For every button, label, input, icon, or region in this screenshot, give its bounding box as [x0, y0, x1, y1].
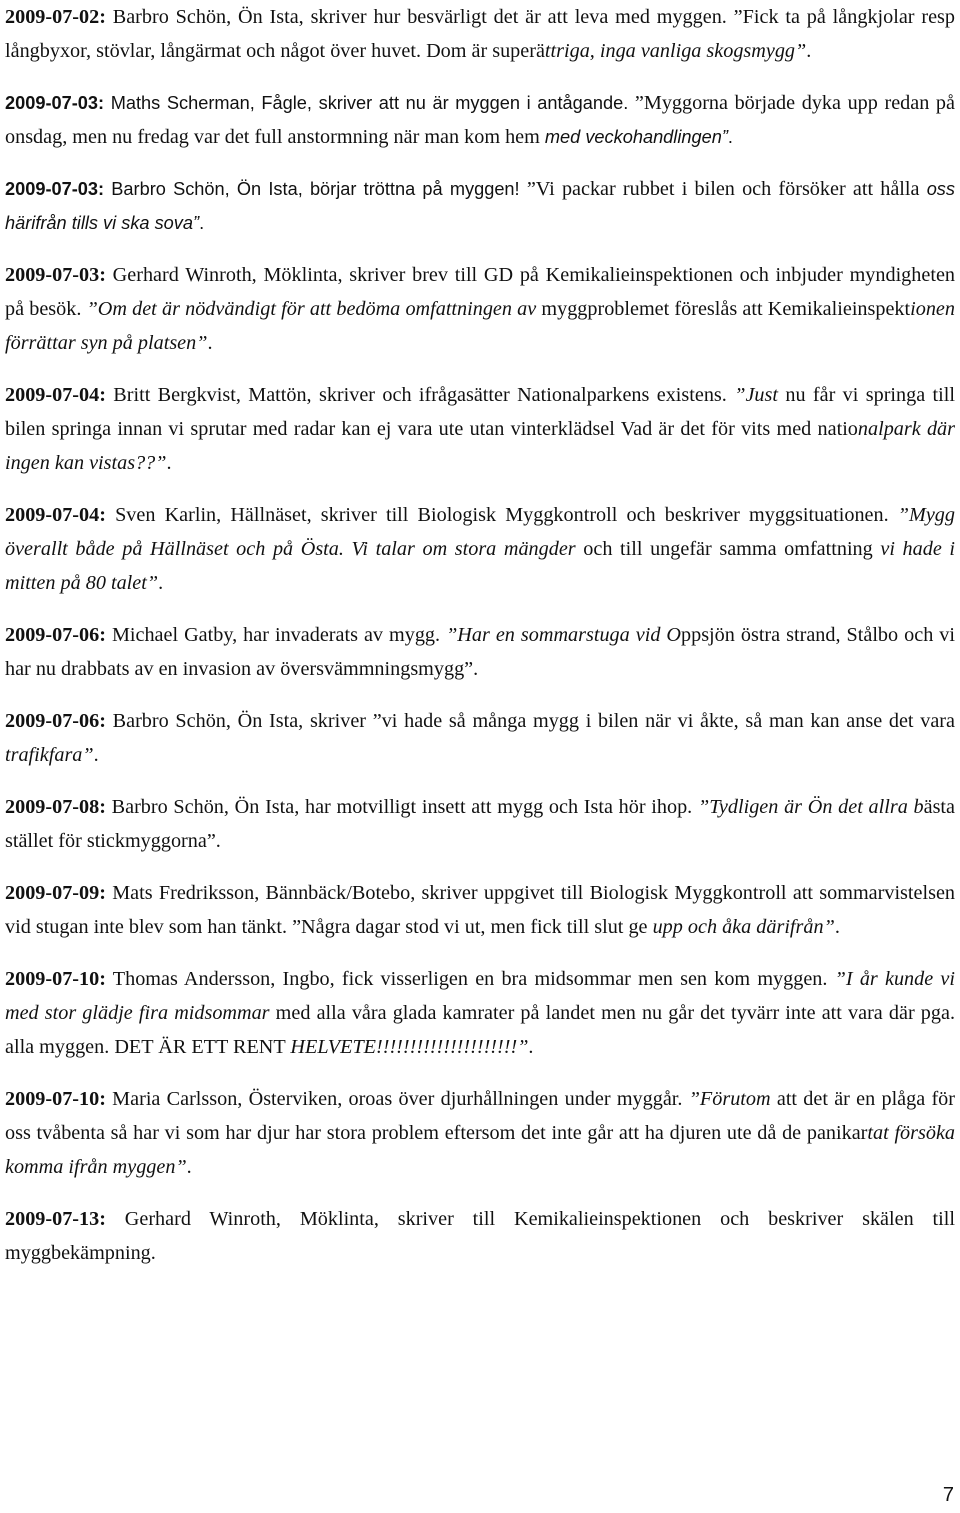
entry-date: 2009-07-13:: [5, 1208, 106, 1230]
entry-text: .: [93, 744, 99, 766]
entry-date: 2009-07-04:: [5, 504, 106, 526]
entry-quote: ”Förutom: [688, 1088, 777, 1110]
log-entry: [5, 962, 955, 1064]
entry-quote: HELVETE!!!!!!!!!!!!!!!!!!!!!”: [290, 1036, 529, 1058]
entry-text: med alla våra glada kamrater på landet men nu går det tyvärr inte att vara där pga. alla myggen. DET ÄR ETT RENT: [5, 1002, 955, 1058]
entry-quote: ”Har en sommarstuga vid O: [446, 624, 682, 646]
entry-date: 2009-07-03:: [5, 179, 105, 199]
entry-text: ”Myggorna började dyka upp redan på onsdag, men nu fredag var det full anstormning när man kom hem: [5, 92, 955, 148]
entry-date: 2009-07-08:: [5, 796, 106, 818]
entry-quote: ”Tydligen är Ön det allra b: [697, 796, 924, 818]
log-entry: [5, 1202, 955, 1270]
entry-quote: ”I år kunde vi med stor glädje fira midsommar: [5, 968, 955, 1024]
entry-text: Sven Karlin, Hällnäset, skriver till Biologisk Myggkontroll och beskriver myggsituationen.: [105, 504, 898, 526]
entry-date: 2009-07-02:: [5, 6, 106, 28]
entry-text: Barbro Schön, Ön Ista, har motvilligt insett att mygg och Ista hör ihop.: [105, 796, 698, 818]
entry-text: .: [727, 127, 733, 147]
entry-date: 2009-07-10:: [5, 1088, 106, 1110]
entry-quote: ”Mygg överallt både på Hällnäset och på Östa. Vi talar om stora mängder: [5, 504, 955, 560]
entry-quote: ttriga, inga vanliga skogsmygg”: [544, 40, 807, 62]
entry-text: Barbro Schön, Ön Ista, skriver hur besvärligt det är att leva med myggen. ”Fick ta på långkjolar resp långbyxor, stövlar, långärmat och något över huvet. Dom är superä: [5, 6, 955, 62]
entry-text: .: [207, 332, 213, 354]
entry-text: Gerhard Winroth, Möklinta, skriver till Kemikalieinspektionen och beskriver skälen till myggbekämpning.: [5, 1208, 955, 1264]
entry-text: Barbro Schön, Ön Ista, skriver ”vi hade så många mygg i bilen när vi åkte, så man kan anse det vara: [105, 710, 955, 732]
entry-text: ”Vi packar rubbet i bilen och försöker att hålla: [526, 178, 927, 200]
log-entry: [5, 618, 955, 686]
page-number: 7: [942, 1484, 954, 1506]
entry-date: 2009-07-04:: [5, 384, 106, 406]
entry-text: ppsjön östra strand, Stålbo och vi har nu drabbats av en invasion av översvämmningsmygg”.: [5, 624, 956, 680]
entry-text: Michael Gatby, har invaderats av mygg.: [105, 624, 447, 646]
entry-quote: tat försöka komma ifrån myggen”: [5, 1122, 956, 1178]
entry-date: 2009-07-06:: [5, 710, 106, 732]
entry-text: Mats Fredriksson, Bännbäck/Botebo, skriver uppgivet till Biologisk Myggkontroll att sommarvistelsen vid stugan inte blev som han tänkt. ”Några dagar stod vi ut, men fick till slut ge: [5, 882, 955, 938]
document-body: [5, 0, 955, 1288]
entry-text: Maria Carlsson, Österviken, oroas över djurhållningen under myggår.: [105, 1088, 689, 1110]
entry-quote: ”Just: [734, 384, 786, 406]
log-entry: [5, 876, 955, 944]
entry-text: Britt Bergkvist, Mattön, skriver och ifrågasätter Nationalparkens existens.: [105, 384, 735, 406]
log-entry: [5, 704, 955, 772]
entry-text: och till ungefär samma omfattning: [583, 538, 881, 560]
entry-text: .: [806, 40, 812, 62]
entry-date: 2009-07-09:: [5, 882, 106, 904]
entry-date: 2009-07-03:: [5, 93, 105, 113]
entry-quote: oss härifrån tills vi ska sova”: [5, 179, 955, 233]
entry-text: Barbro Schön, Ön Ista, börjar tröttna på myggen!: [104, 179, 527, 199]
log-entry: [5, 86, 955, 154]
entry-date: 2009-07-06:: [5, 624, 106, 646]
entry-quote: med veckohandlingen”: [544, 127, 728, 147]
entry-quote: upp och åka därifrån”: [652, 916, 835, 938]
entry-date: 2009-07-10:: [5, 968, 106, 990]
entry-text: att det är en plåga för oss tvåbenta så har vi som har djur har stora problem eftersom det inte går att ha djuren ute då de panikar: [5, 1088, 955, 1144]
entry-text: .: [158, 572, 164, 594]
entry-text: Thomas Andersson, Ingbo, fick visserligen en bra midsommar men sen kom myggen.: [105, 968, 835, 990]
entry-text: .: [186, 1156, 192, 1178]
log-entry: [5, 378, 955, 480]
log-entry: [5, 172, 955, 240]
entry-text: .: [166, 452, 172, 474]
entry-quote: vi hade i mitten på 80 talet”: [5, 538, 956, 594]
entry-date: 2009-07-03:: [5, 264, 106, 286]
entry-quote: ionen förrättar syn på platsen”: [5, 298, 955, 354]
entry-quote: ”Om det är nödvändigt för att bedöma omfattningen av: [86, 298, 542, 320]
log-entry: [5, 1082, 955, 1184]
log-entry: [5, 790, 955, 858]
entry-text: .: [528, 1036, 534, 1058]
entry-text: Maths Scherman, Fågle, skriver att nu är myggen i antågande.: [104, 93, 635, 113]
entry-text: nu får vi springa till bilen springa innan vi sprutar med radar kan ej vara ute utan vinterklädsel Vad är det för vits med natio: [5, 384, 955, 440]
log-entry: [5, 258, 955, 360]
entry-text: Gerhard Winroth, Möklinta, skriver brev till GD på Kemikalieinspektionen och inbjuder myndigheten på besök.: [5, 264, 955, 320]
entry-quote: trafikfara”: [5, 744, 94, 766]
entry-text: myggproblemet föreslås att Kemikalieinspekt: [541, 298, 911, 320]
entry-text: .: [834, 916, 840, 938]
log-entry: [5, 498, 955, 600]
log-entry: [5, 0, 955, 68]
entry-quote: nalpark där ingen kan vistas??”: [5, 418, 956, 474]
entry-text: .: [199, 213, 205, 233]
entry-text: ästa stället för stickmyggorna”.: [5, 796, 955, 852]
